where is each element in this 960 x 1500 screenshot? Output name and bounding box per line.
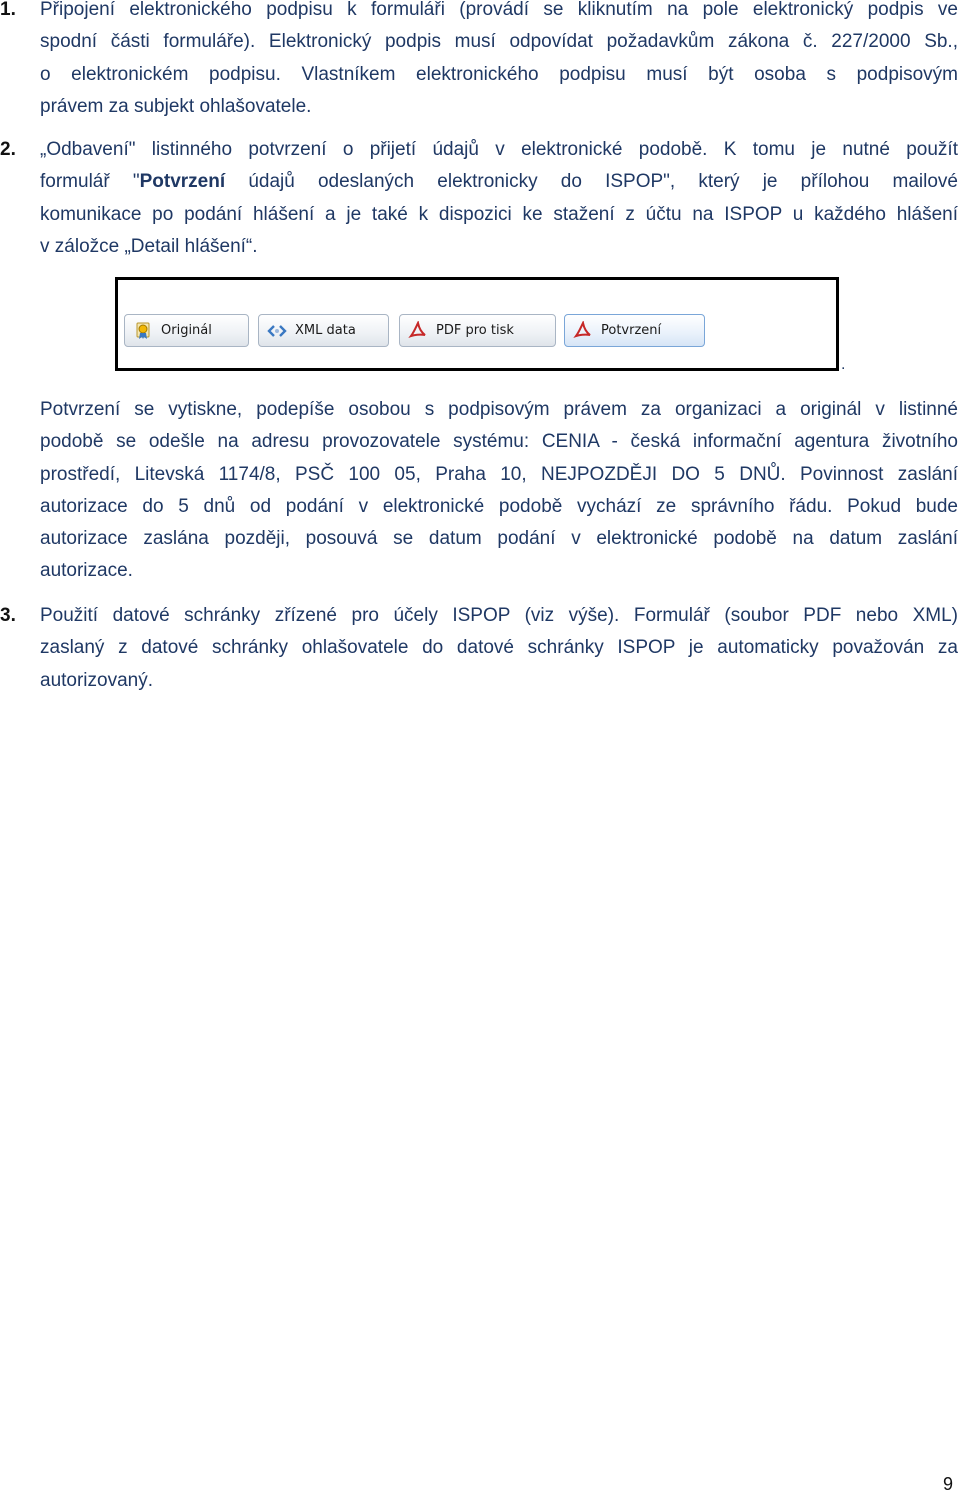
text-line: autorizace zaslána později, posouvá se datum podání v elektronické podobě na datum zaslání bbox=[40, 528, 958, 550]
list-number: 2. bbox=[0, 139, 16, 160]
list-text bbox=[40, 0, 958, 123]
text-line: spodní části formuláře). Elektronický podpis musí odpovídat požadavkům zákona č. 227/2000 Sb., bbox=[40, 31, 958, 53]
page-number: 9 bbox=[943, 1474, 954, 1494]
button-label: Originál bbox=[161, 323, 212, 338]
list-number: 1. bbox=[0, 0, 16, 20]
list-number: 3. bbox=[0, 605, 16, 626]
text-line: zaslaný z datové schránky ohlašovatele do datové schránky ISPOP je automaticky považován za bbox=[40, 637, 958, 659]
button-label: Potvrzení bbox=[601, 323, 662, 338]
text-segment: údajů odeslaných elektronicky do ISPOP", který je přílohou mailové bbox=[225, 171, 958, 193]
button-label: XML data bbox=[295, 323, 356, 338]
pdf-icon bbox=[573, 321, 593, 341]
button-label: PDF pro tisk bbox=[436, 323, 514, 338]
text-line: autorizace do 5 dnů od podání v elektronické podobě vychází ze správního řádu. Pokud bude bbox=[40, 495, 958, 517]
pdf-print-button[interactable] bbox=[399, 314, 556, 347]
text-line: právem za subjekt ohlašovatele. bbox=[40, 95, 312, 117]
text-line: Použití datové schránky zřízené pro účely ISPOP (viz výše). Formulář (soubor PDF nebo XML) bbox=[40, 605, 958, 626]
xml-icon bbox=[267, 321, 287, 341]
text-segment: formulář " bbox=[40, 171, 140, 193]
text-line: „Odbavení" listinného potvrzení o přijetí údajů v elektronické podobě. K tomu je nutné použít bbox=[40, 139, 958, 160]
list-text bbox=[40, 134, 958, 263]
bold-term: Potvrzení bbox=[139, 171, 226, 193]
text-line: Potvrzení se vytiskne, podepíše osobou s podpisovým právem za organizaci a originál v listinné bbox=[40, 399, 958, 420]
text-line: o elektronickém podpisu. Vlastníkem elektronického podpisu musí být osoba s podpisovým bbox=[40, 63, 958, 85]
text-line bbox=[40, 166, 958, 198]
trailing-dot: . bbox=[841, 356, 846, 373]
certificate-icon bbox=[133, 321, 153, 341]
text-line: prostředí, Litevská 1174/8, PSČ 100 05, Praha 10, NEJPOZDĚJI DO 5 DNŮ. Povinnost zaslání bbox=[40, 463, 958, 485]
confirmation-button[interactable] bbox=[564, 314, 705, 347]
text-line: komunikace po podání hlášení a je také k dispozici ke stažení z účtu na ISPOP u každého hlášení bbox=[40, 203, 958, 225]
text-line: podobě se odešle na adresu provozovatele systému: CENIA - česká informační agentura životního bbox=[40, 431, 958, 453]
paragraph-text bbox=[40, 394, 958, 588]
original-button[interactable] bbox=[124, 314, 249, 347]
text-line: Připojení elektronického podpisu k formuláři (provádí se kliknutím na pole elektronický podpis ve bbox=[40, 0, 958, 20]
xml-data-button[interactable] bbox=[258, 314, 389, 347]
pdf-icon bbox=[408, 321, 428, 341]
toolbar-screenshot bbox=[115, 277, 839, 371]
text-line: v záložce „Detail hlášení“. bbox=[40, 235, 258, 257]
list-text bbox=[40, 600, 958, 697]
text-line: autorizace. bbox=[40, 560, 133, 582]
text-line: autorizovaný. bbox=[40, 669, 154, 691]
